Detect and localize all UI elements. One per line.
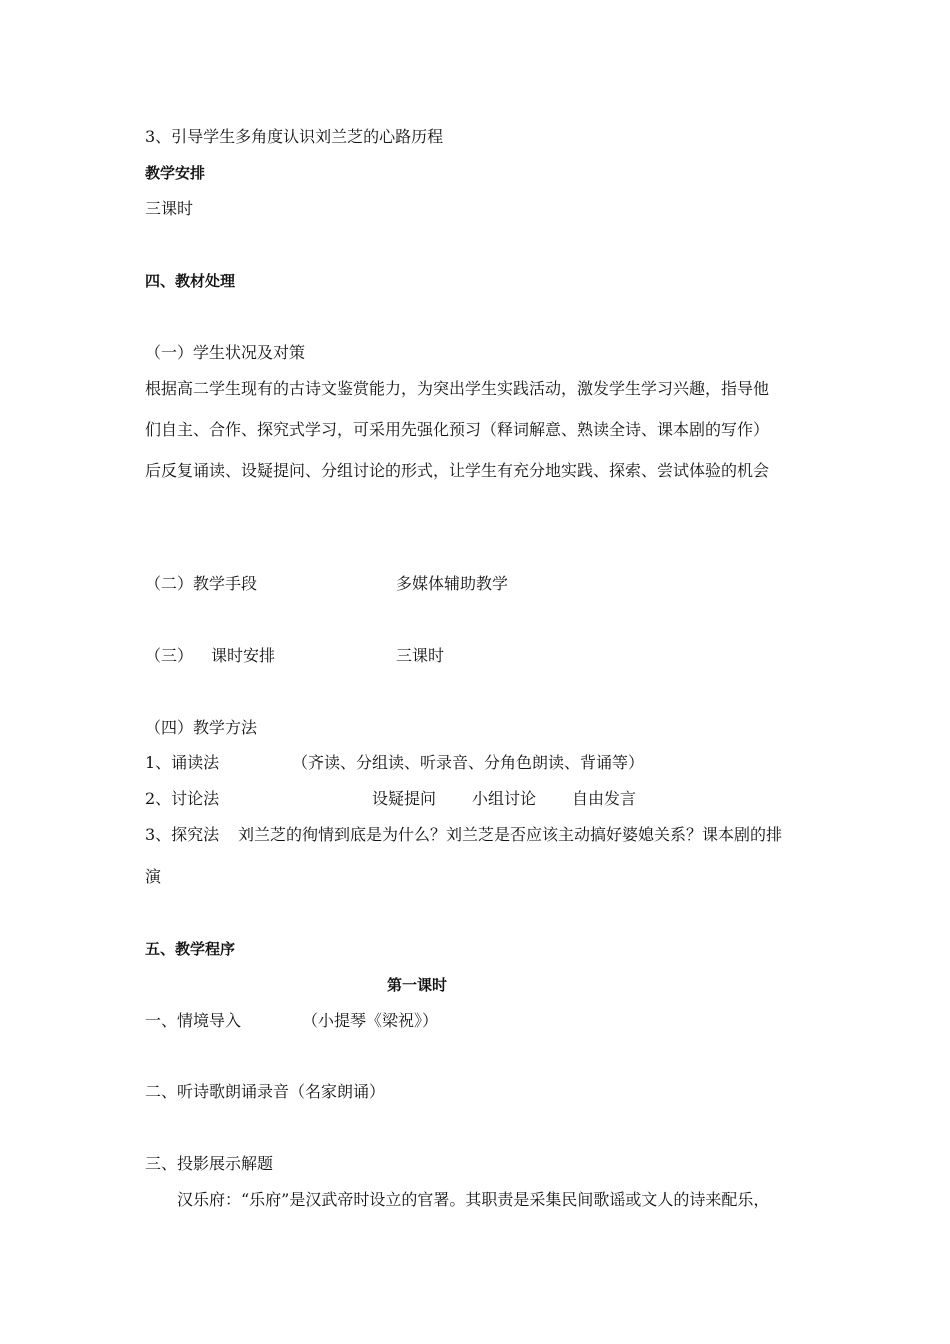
method-3-label: 3、探究法 xyxy=(145,825,220,844)
subsection-2-value: 多媒体辅助教学 xyxy=(396,574,509,593)
objective-3: 3、引导学生多角度认识刘兰芝的心路历程 xyxy=(145,127,444,146)
section-4-heading: 四、教材处理 xyxy=(145,272,236,290)
step-1-label: 一、情境导入 xyxy=(145,1011,242,1030)
method-2-item-2: 小组讨论 xyxy=(472,789,537,808)
method-1-value: （齐读、分组读、听录音、分角色朗读、背诵等） xyxy=(292,753,645,772)
method-3-value: 刘兰芝的徇情到底是为什么？刘兰芝是否应该主动搞好婆媳关系？课本剧的排 xyxy=(238,825,783,844)
step-3-label: 三、投影展示解题 xyxy=(145,1154,274,1173)
lesson-1-heading: 第一课时 xyxy=(387,976,448,994)
subsection-1-para-line-2: 们自主、合作、探究式学习，可采用先强化预习（释词解意、熟读全诗、课本剧的写作） xyxy=(145,420,770,439)
subsection-3-label-text: 课时安排 xyxy=(211,646,276,665)
teaching-arrangement-value: 三课时 xyxy=(145,199,194,218)
section-5-heading: 五、教学程序 xyxy=(145,940,236,958)
method-2-label: 2、讨论法 xyxy=(145,789,220,808)
teaching-arrangement-heading: 教学安排 xyxy=(145,164,206,182)
subsection-3-value: 三课时 xyxy=(396,646,445,665)
step-1-value: （小提琴《梁祝》） xyxy=(302,1011,439,1030)
method-2-item-1: 设疑提问 xyxy=(372,789,437,808)
method-3-continuation: 演 xyxy=(145,867,162,886)
subsection-2-label: （二）教学手段 xyxy=(145,574,258,593)
step-2: 二、听诗歌朗诵录音（名家朗诵） xyxy=(145,1082,386,1101)
method-2-item-3: 自由发言 xyxy=(572,789,637,808)
subsection-1-title: （一）学生状况及对策 xyxy=(145,343,306,362)
subsection-1-para-line-1: 根据高二学生现有的古诗文鉴赏能力，为突出学生实践活动，激发学生学习兴趣，指导他 xyxy=(145,379,770,398)
subsection-3-label: （三） xyxy=(145,646,194,665)
method-1-label: 1、诵读法 xyxy=(145,753,220,772)
step-3-paragraph: 汉乐府：“乐府”是汉武帝时设立的官署。其职责是采集民间歌谣或文人的诗来配乐， xyxy=(177,1190,770,1209)
subsection-1-para-line-3: 后反复诵读、设疑提问、分组讨论的形式，让学生有充分地实践、探索、尝试体验的机会 xyxy=(145,461,770,480)
subsection-4-title: （四）教学方法 xyxy=(145,718,258,737)
